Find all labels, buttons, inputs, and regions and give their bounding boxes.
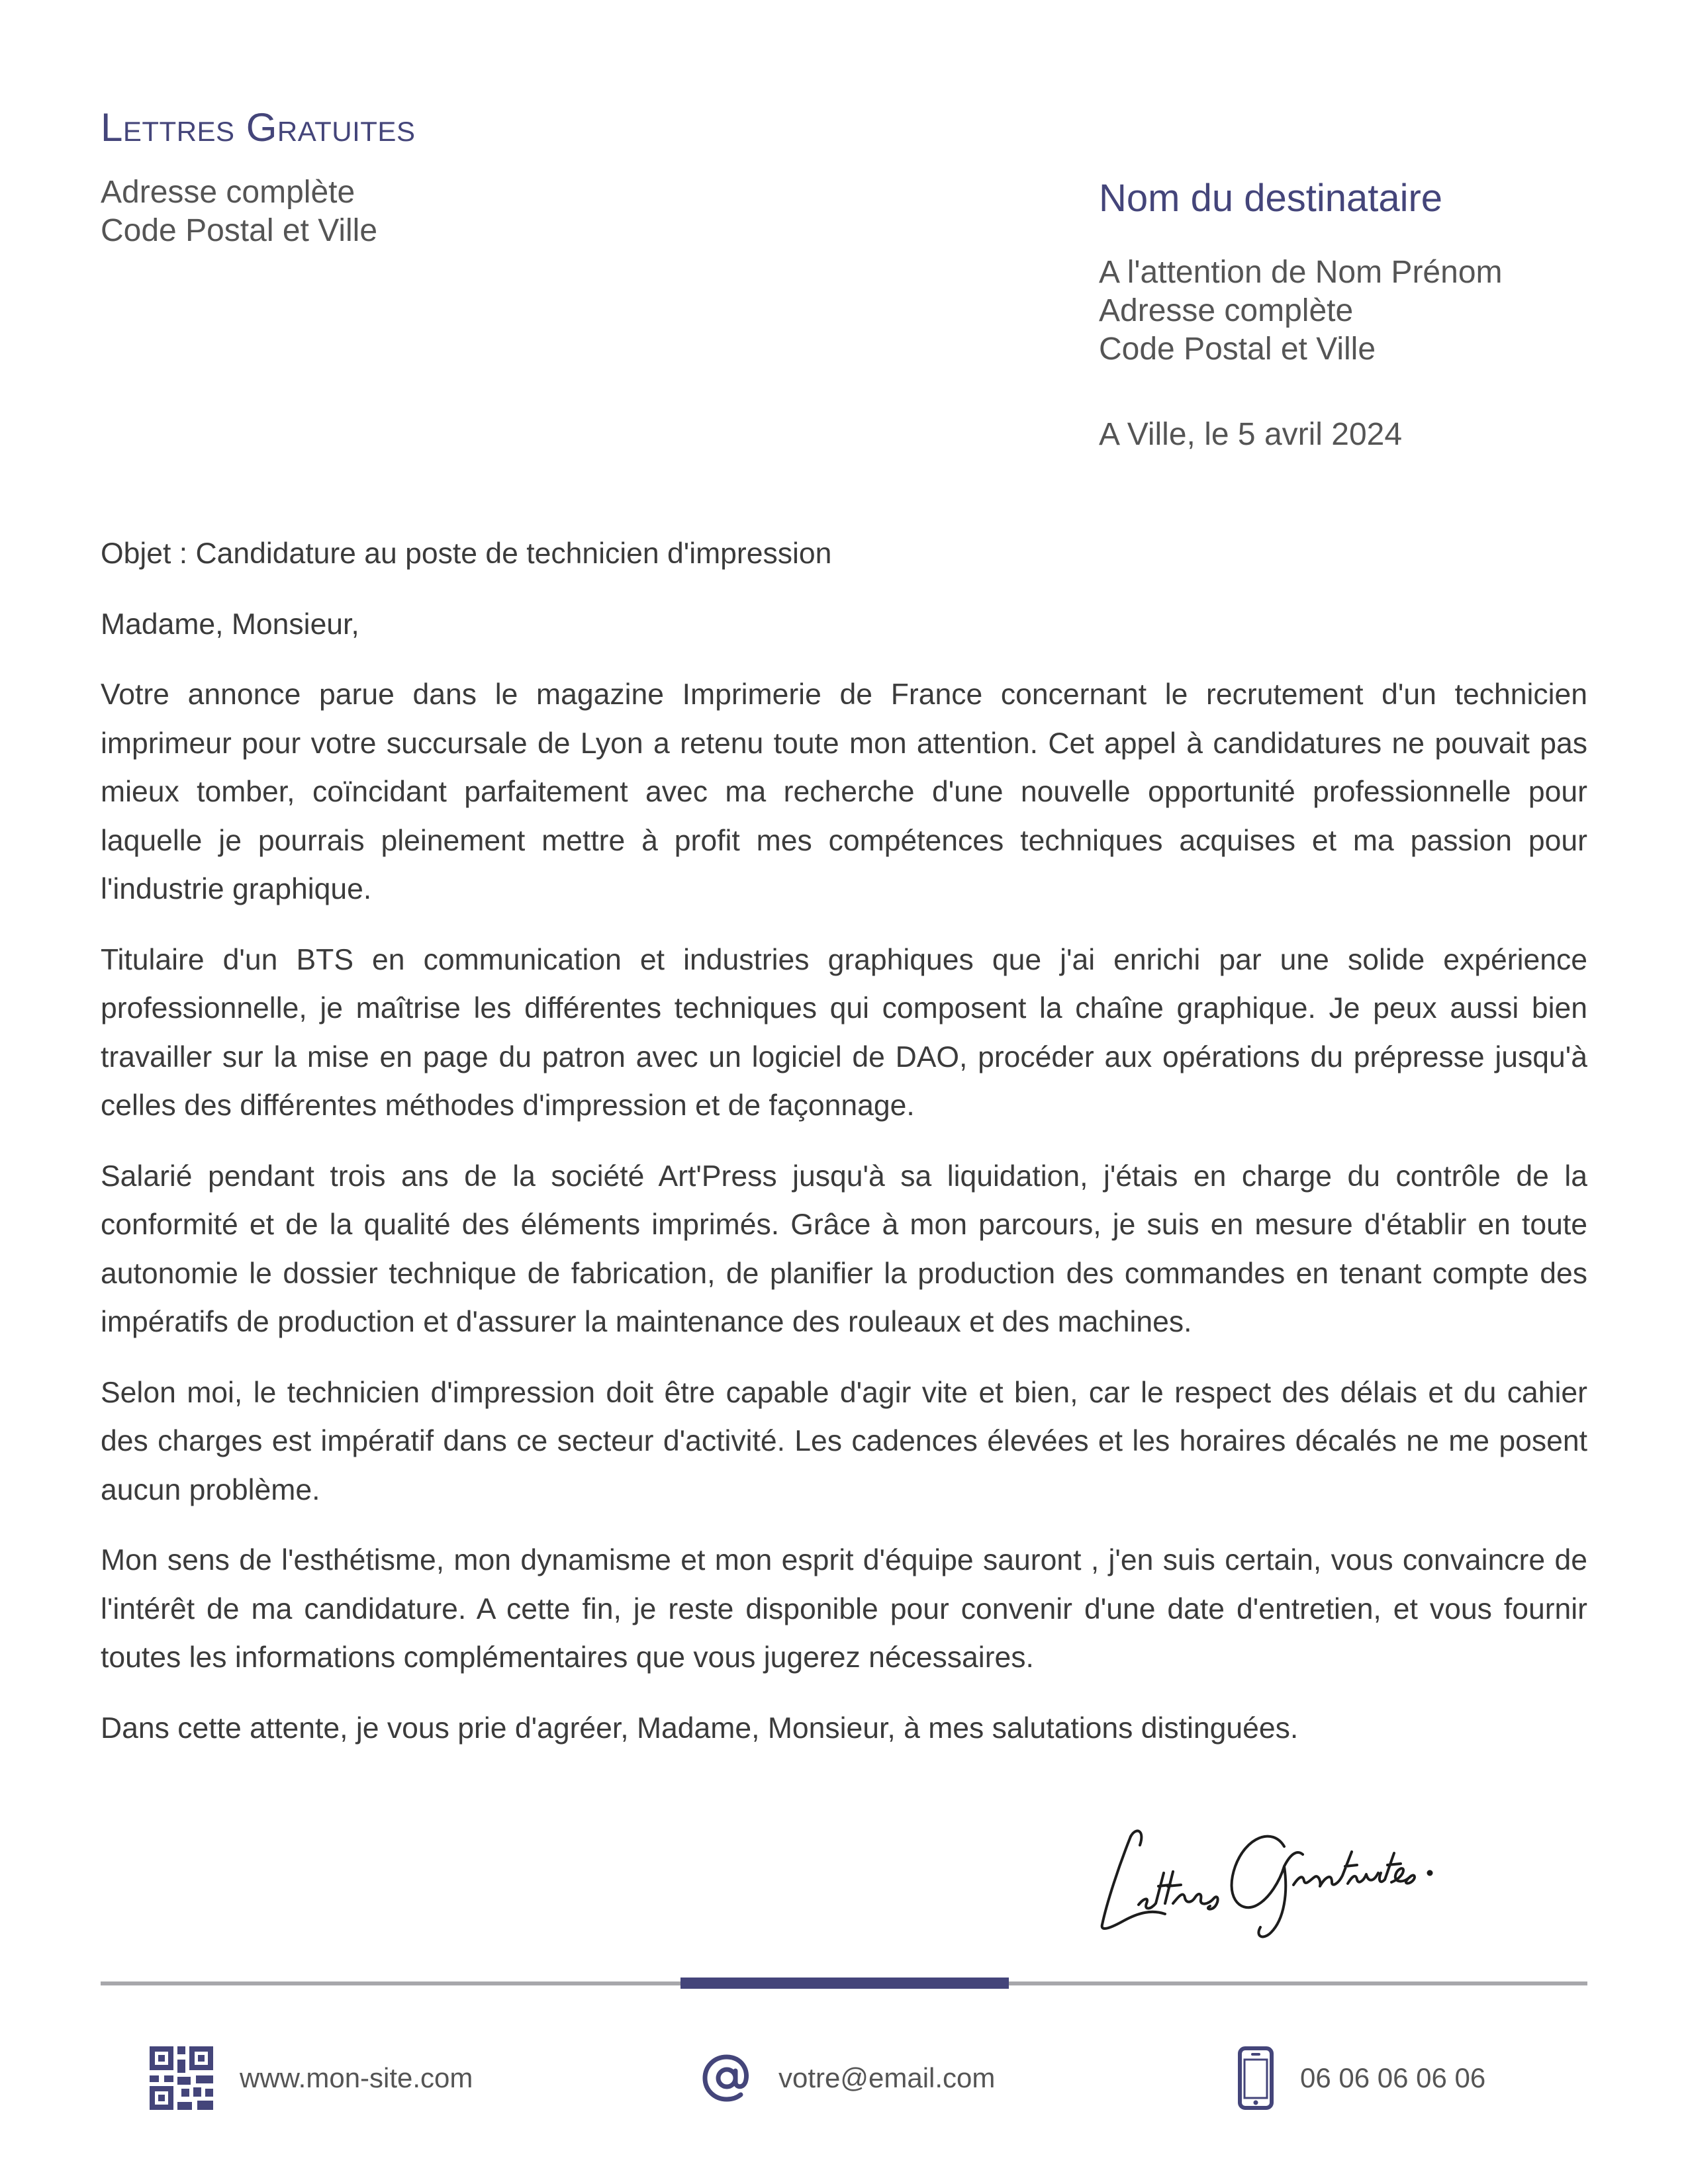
footer-divider-accent (680, 1978, 1009, 1989)
letter-body (101, 529, 1587, 1774)
letter-paragraph-3: Salarié pendant trois ans de la société Art'Press jusqu'à sa liquidation, j'étais en charge du contrôle de la conformité et de la qualité des éléments imprimés. Grâce à mon parcours, je suis en mesure d'établir en toute autonomie le dossier technique de fabrication, de planifier la production des commandes en tenant compte des impératifs de production et d'assurer la maintenance des rouleaux et des machines. (101, 1160, 1587, 1338)
recipient-attention: A l'attention de Nom Prénom (1099, 255, 1503, 290)
recipient-address (1099, 253, 1615, 369)
qr-code-icon (150, 2046, 213, 2110)
letter-paragraph-5: Mon sens de l'esthétisme, mon dynamisme et mon esprit d'équipe sauront , j'en suis certain, vous convaincre de l'intérêt de ma candidature. A cette fin, je reste disponible pour convenir d'une date d'entretien, et vous fournir toutes les informations complémentaires que vous jugerez nécessaires. (101, 1544, 1587, 1674)
signature (1092, 1774, 1463, 1946)
website-text[interactable]: www.mon-site.com (240, 2062, 473, 2093)
phone-text[interactable]: 06 06 06 06 06 (1300, 2062, 1486, 2093)
letter-paragraph-1: Votre annonce parue dans le magazine Imprimerie de France concernant le recrutement d'un technicien imprimeur pour votre succursale de Lyon a retenu toute mon attention. Cet appel à candidatures ne pouvait pas mieux tomber, coïncidant parfaitement avec ma recherche d'une nouvelle opportunité professionnelle pour laquelle je pourrais pleinement mettre à profit mes compétences techniques acquises et ma passion pour l'industrie graphique. (101, 678, 1587, 905)
letter-closing: Dans cette attente, je vous prie d'agréer, Madame, Monsieur, à mes salutations distinguées. (101, 1711, 1299, 1745)
sender-address (101, 173, 377, 250)
date-line: A Ville, le 5 avril 2024 (1099, 417, 1403, 452)
recipient-address-line2: Code Postal et Ville (1099, 332, 1376, 367)
recipient-address-line1: Adresse complète (1099, 293, 1354, 328)
sender-address-line1: Adresse complète (101, 175, 355, 210)
letter-paragraph-4: Selon moi, le technicien d'impression doit être capable d'agir vite et bien, car le respect des délais et du cahier des charges est impératif dans ce secteur d'activité. Les cadences élevées et les horaires décalés ne me posent aucun problème. (101, 1376, 1587, 1506)
email-text[interactable]: votre@email.com (778, 2062, 996, 2093)
at-sign-icon (702, 2053, 752, 2103)
footer-website (150, 2045, 473, 2111)
smartphone-icon (1238, 2046, 1274, 2110)
recipient-block (1099, 176, 1615, 453)
sender-address-line2: Code Postal et Ville (101, 213, 378, 248)
sender-name: Lettres Gratuites (101, 105, 416, 150)
footer-email (702, 2045, 995, 2111)
footer-phone (1238, 2045, 1485, 2111)
letter-salutation: Madame, Monsieur, (101, 608, 359, 641)
recipient-name: Nom du destinataire (1099, 177, 1443, 220)
letter-paragraph-2: Titulaire d'un BTS en communication et industries graphiques que j'ai enrichi par une solide expérience professionnelle, je maîtrise les différentes techniques qui composent la chaîne graphique. Je peux aussi bien travailler sur la mise en page du patron avec un logiciel de DAO, procéder aux opérations du prépresse jusqu'à celles des différentes méthodes d'impression et de façonnage. (101, 943, 1587, 1122)
letter-subject: Objet : Candidature au poste de technicien d'impression (101, 537, 832, 570)
